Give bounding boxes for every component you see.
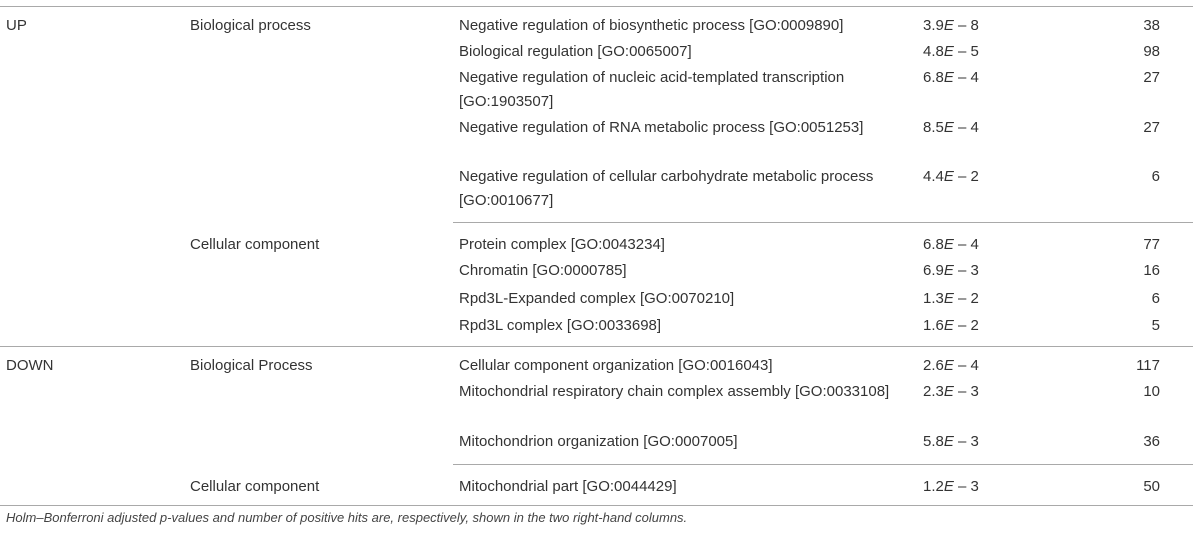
adjusted-p-value bbox=[923, 354, 1043, 378]
p-value-e-symbol: E bbox=[943, 236, 954, 253]
p-value-e-symbol: E bbox=[943, 17, 954, 34]
positive-hits: 36 bbox=[1143, 433, 1160, 450]
p-value-mantissa: 3.9 bbox=[923, 17, 944, 34]
p-value-mantissa: 5.8 bbox=[923, 433, 944, 450]
p-value-exponent: – 2 bbox=[958, 168, 979, 185]
go-term: Negative regulation of cellular carbohydrate metabolic process [GO:0010677] bbox=[459, 168, 874, 209]
p-value-exponent: – 8 bbox=[958, 17, 979, 34]
p-value-mantissa: 2.3 bbox=[923, 383, 944, 400]
positive-hits: 117 bbox=[1136, 357, 1160, 374]
adjusted-p-value bbox=[923, 165, 1043, 189]
positive-hits: 27 bbox=[1143, 69, 1160, 86]
p-value-mantissa: 6.8 bbox=[923, 69, 944, 86]
p-value-e-symbol: E bbox=[943, 119, 954, 136]
p-value-mantissa: 6.8 bbox=[923, 236, 944, 253]
adjusted-p-value bbox=[923, 314, 1043, 338]
p-value-mantissa: 4.8 bbox=[923, 43, 944, 60]
p-value-mantissa: 1.6 bbox=[923, 317, 944, 334]
go-term: Negative regulation of nucleic acid-templated transcription [GO:1903507] bbox=[459, 69, 845, 110]
positive-hits: 6 bbox=[1151, 290, 1160, 307]
go-term: Biological regulation [GO:0065007] bbox=[459, 43, 692, 60]
p-value-mantissa: 8.5 bbox=[923, 119, 944, 136]
p-value-exponent: – 2 bbox=[958, 317, 979, 334]
direction-label: UP bbox=[6, 17, 27, 34]
p-value-mantissa: 4.4 bbox=[923, 168, 944, 185]
adjusted-p-value bbox=[923, 14, 1043, 38]
p-value-exponent: – 3 bbox=[958, 262, 979, 279]
adjusted-p-value bbox=[923, 116, 1043, 140]
adjusted-p-value bbox=[923, 40, 1043, 64]
table-footnote: Holm–Bonferroni adjusted p-values and number of positive hits are, respectively, shown in the two right-hand columns. bbox=[6, 510, 688, 525]
p-value-exponent: – 3 bbox=[958, 478, 979, 495]
go-term: Protein complex [GO:0043234] bbox=[459, 236, 665, 253]
p-value-e-symbol: E bbox=[943, 317, 954, 334]
go-term: Mitochondrial respiratory chain complex assembly [GO:0033108] bbox=[459, 383, 890, 400]
go-term: Mitochondrion organization [GO:0007005] bbox=[459, 433, 738, 450]
category-label: Cellular component bbox=[190, 236, 320, 253]
p-value-exponent: – 4 bbox=[958, 119, 979, 136]
positive-hits: 50 bbox=[1143, 478, 1160, 495]
go-term: Cellular component organization [GO:0016043] bbox=[459, 357, 773, 374]
top-rule bbox=[0, 6, 1193, 7]
p-value-mantissa: 2.6 bbox=[923, 357, 944, 374]
category-label: Biological process bbox=[190, 17, 311, 34]
category-label: Biological Process bbox=[190, 357, 313, 374]
p-value-exponent: – 4 bbox=[958, 236, 979, 253]
adjusted-p-value bbox=[923, 475, 1043, 499]
go-term: Negative regulation of RNA metabolic process [GO:0051253] bbox=[459, 119, 864, 136]
p-value-e-symbol: E bbox=[943, 433, 954, 450]
go-term: Rpd3L complex [GO:0033698] bbox=[459, 317, 662, 334]
positive-hits: 6 bbox=[1151, 168, 1160, 185]
category-label: Cellular component bbox=[190, 478, 320, 495]
p-value-exponent: – 4 bbox=[958, 69, 979, 86]
p-value-exponent: – 3 bbox=[958, 383, 979, 400]
p-value-exponent: – 4 bbox=[958, 357, 979, 374]
direction-divider bbox=[0, 346, 1193, 347]
p-value-exponent: – 5 bbox=[958, 43, 979, 60]
adjusted-p-value bbox=[923, 380, 1043, 404]
p-value-e-symbol: E bbox=[943, 43, 954, 60]
positive-hits: 77 bbox=[1143, 236, 1160, 253]
p-value-e-symbol: E bbox=[943, 168, 954, 185]
go-term: Chromatin [GO:0000785] bbox=[459, 262, 627, 279]
positive-hits: 98 bbox=[1143, 43, 1160, 60]
p-value-e-symbol: E bbox=[943, 290, 954, 307]
p-value-exponent: – 3 bbox=[958, 433, 979, 450]
adjusted-p-value bbox=[923, 287, 1043, 311]
positive-hits: 10 bbox=[1143, 383, 1160, 400]
positive-hits: 27 bbox=[1143, 119, 1160, 136]
direction-label: DOWN bbox=[6, 357, 54, 374]
adjusted-p-value bbox=[923, 259, 1043, 283]
p-value-e-symbol: E bbox=[943, 478, 954, 495]
p-value-mantissa: 6.9 bbox=[923, 262, 944, 279]
p-value-e-symbol: E bbox=[943, 69, 954, 86]
p-value-mantissa: 1.3 bbox=[923, 290, 944, 307]
adjusted-p-value bbox=[923, 66, 1043, 90]
up-cellular-divider bbox=[453, 222, 1193, 223]
go-term: Negative regulation of biosynthetic process [GO:0009890] bbox=[459, 17, 844, 34]
go-term: Mitochondrial part [GO:0044429] bbox=[459, 478, 677, 495]
positive-hits: 16 bbox=[1143, 262, 1160, 279]
adjusted-p-value bbox=[923, 233, 1043, 257]
bottom-rule bbox=[0, 505, 1193, 506]
go-term: Rpd3L-Expanded complex [GO:0070210] bbox=[459, 290, 735, 307]
p-value-mantissa: 1.2 bbox=[923, 478, 944, 495]
p-value-e-symbol: E bbox=[943, 262, 954, 279]
adjusted-p-value bbox=[923, 430, 1043, 454]
positive-hits: 38 bbox=[1143, 17, 1160, 34]
p-value-e-symbol: E bbox=[943, 357, 954, 374]
down-cellular-divider bbox=[453, 464, 1193, 465]
positive-hits: 5 bbox=[1151, 317, 1160, 334]
p-value-e-symbol: E bbox=[943, 383, 954, 400]
p-value-exponent: – 2 bbox=[958, 290, 979, 307]
